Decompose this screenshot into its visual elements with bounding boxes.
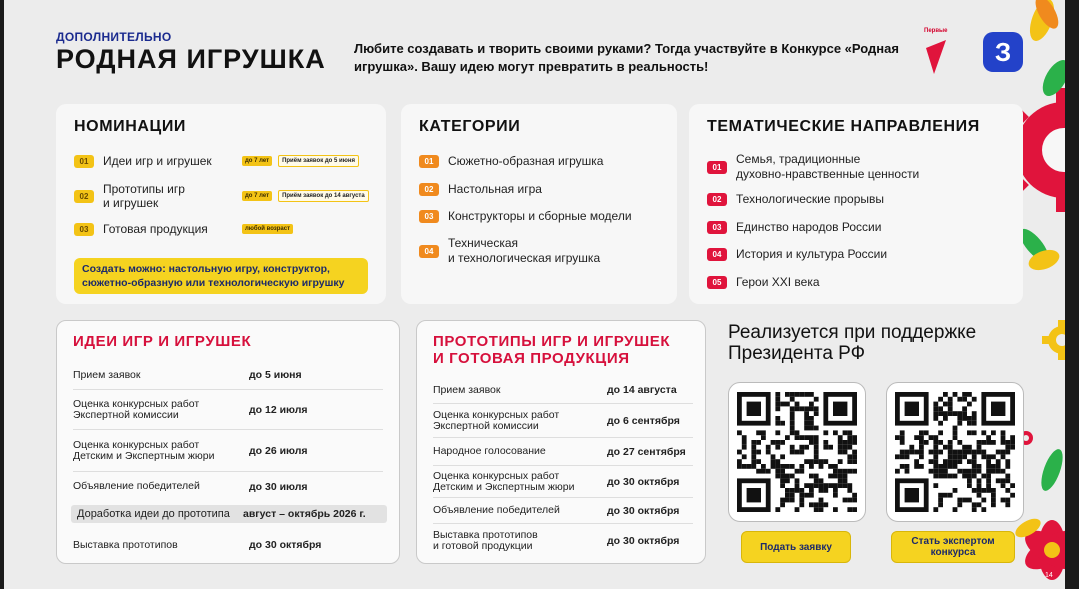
nominations-title: НОМИНАЦИИ xyxy=(74,118,187,135)
timeline-step xyxy=(433,530,538,552)
timeline-prototypes-card xyxy=(416,320,706,564)
nomination-label: Готовая продукция xyxy=(103,222,208,236)
theme-label-line: духовно-нравственные ценности xyxy=(736,167,920,181)
support-text xyxy=(728,322,976,364)
category-label: Настольная игра xyxy=(448,182,542,196)
item-number: 04 xyxy=(707,248,727,261)
theme-label: История и культура России xyxy=(736,247,888,261)
timeline-date: август – октябрь 2026 г. xyxy=(243,508,366,520)
deadline-badge: Приём заявок до 5 июня xyxy=(278,155,359,167)
theme-item xyxy=(707,275,820,289)
category-label-line: и технологическая игрушка xyxy=(448,251,601,265)
slide xyxy=(4,0,1065,589)
category-item xyxy=(419,209,632,223)
item-number: 05 xyxy=(707,276,727,289)
deadline-badge: Приём заявок до 14 августа xyxy=(278,190,369,202)
timeline-step-line: Оценка конкурсных работ xyxy=(73,397,200,410)
timeline-date: до 30 июля xyxy=(249,480,308,493)
timeline-ideas-title: ИДЕИ ИГР И ИГРУШЕК xyxy=(73,333,252,350)
button-label-line: конкурса xyxy=(930,547,976,558)
timeline-ideas-card xyxy=(56,320,400,564)
timeline-step-line: Оценка конкурсных работ xyxy=(433,408,560,421)
item-number: 02 xyxy=(707,193,727,206)
themes-title: ТЕМАТИЧЕСКИЕ НАПРАВЛЕНИЯ xyxy=(707,118,980,135)
page-number: 14 xyxy=(1045,572,1053,579)
timeline-date: до 27 сентября xyxy=(607,445,686,458)
nomination-item xyxy=(74,222,293,236)
timeline-row xyxy=(433,497,693,523)
theme-label-line: Семья, традиционные xyxy=(736,152,861,166)
nomination-label: Идеи игр и игрушек xyxy=(103,154,212,168)
theme-label: Технологические прорывы xyxy=(736,192,885,206)
timeline-row xyxy=(73,531,383,559)
timeline-step: Объявление победителей xyxy=(73,480,200,492)
support-line: Президента РФ xyxy=(728,343,866,364)
category-item xyxy=(419,154,603,168)
qr-code-apply[interactable] xyxy=(728,382,866,522)
timeline-title-line: И ГОТОВАЯ ПРОДУКЦИЯ xyxy=(433,350,630,367)
timeline-step-line: и готовой продукции xyxy=(433,539,533,552)
intro-text: Любите создавать и творить своими руками? Тогда участвуйте в Конкурсе «Родная игрушка». Вашу идею могут превратить в реальность! xyxy=(354,41,899,74)
timeline-date: до 6 сентября xyxy=(607,414,680,427)
timeline-row xyxy=(433,465,693,497)
categories-card xyxy=(401,104,677,304)
item-number: 04 xyxy=(419,245,439,258)
pervye-logo-text: Первые xyxy=(924,28,948,34)
timeline-step-line: Экспертной комиссии xyxy=(73,408,179,421)
timeline-step-line: Детским и Экспертным жюри xyxy=(73,449,215,462)
timeline-row xyxy=(73,361,383,389)
nomination-item xyxy=(74,182,369,210)
timeline-date: до 12 июля xyxy=(249,403,308,416)
timeline-date: до 5 июня xyxy=(249,369,302,381)
timeline-date: до 30 октября xyxy=(607,504,680,517)
timeline-step xyxy=(73,440,214,462)
theme-label: Герои XXI века xyxy=(736,275,820,289)
button-label-line: Стать экспертом xyxy=(911,536,995,547)
item-number: 03 xyxy=(707,221,727,234)
timeline-step: Выставка прототипов xyxy=(73,538,178,551)
item-number: 01 xyxy=(707,161,727,174)
timeline-row-highlight xyxy=(71,505,387,523)
timeline-step: Народное голосование xyxy=(433,445,546,457)
item-number: 01 xyxy=(419,155,439,168)
item-number: 02 xyxy=(74,190,94,203)
timeline-row xyxy=(73,471,383,501)
pervye-logo-icon xyxy=(920,28,950,76)
category-item xyxy=(419,236,600,266)
timeline-date: до 30 октября xyxy=(607,475,680,488)
timeline-title-line: ПРОТОТИПЫ ИГР И ИГРУШЕК xyxy=(433,333,671,350)
qr-code-expert[interactable] xyxy=(886,382,1024,522)
timeline-step-line: Оценка конкурсных работ xyxy=(433,469,560,482)
theme-label: Единство народов России xyxy=(736,220,882,234)
theme-item xyxy=(707,247,887,261)
timeline-prototypes-title xyxy=(433,333,670,367)
timeline-date: до 14 августа xyxy=(607,384,677,396)
timeline-row xyxy=(73,389,383,429)
timeline-step-line: Детским и Экспертным жюри xyxy=(433,480,575,493)
age-badge: любой возраст xyxy=(242,224,293,234)
kicker: ДОПОЛНИТЕЛЬНО xyxy=(56,30,172,44)
apply-button[interactable]: Подать заявку xyxy=(741,531,851,563)
timeline-step-line: Выставка прототипов xyxy=(433,528,538,541)
theme-item xyxy=(707,220,881,234)
timeline-row xyxy=(433,377,693,403)
timeline-row xyxy=(433,523,693,557)
timeline-step-line: Оценка конкурсных работ xyxy=(73,438,200,451)
timeline-step: Прием заявок xyxy=(73,368,141,381)
nomination-label-line: и игрушек xyxy=(103,196,159,210)
theme-item xyxy=(707,192,884,206)
timeline-date: до 30 октября xyxy=(249,539,322,551)
themes-card xyxy=(689,104,1023,304)
timeline-step-line: Экспертной комиссии xyxy=(433,419,539,432)
category-label-line: Техническая xyxy=(448,236,519,250)
theme-label xyxy=(736,152,919,182)
theme-item xyxy=(707,152,919,182)
z-logo-icon: З xyxy=(983,32,1023,72)
item-number: 02 xyxy=(419,183,439,196)
nomination-label xyxy=(103,182,236,210)
page-title: РОДНАЯ ИГРУШКА xyxy=(56,44,326,74)
timeline-date: до 26 июля xyxy=(249,444,308,457)
timeline-row xyxy=(433,403,693,437)
category-label: Сюжетно-образная игрушка xyxy=(448,154,604,168)
qr-code-icon xyxy=(895,392,1015,512)
nomination-item xyxy=(74,154,359,168)
timeline-step: Прием заявок xyxy=(433,383,501,396)
qr-code-icon xyxy=(737,392,857,512)
nominations-card xyxy=(56,104,386,304)
timeline-step xyxy=(433,471,574,493)
timeline-date: до 30 октября xyxy=(607,534,680,547)
support-line: Реализуется при поддержке xyxy=(728,322,977,343)
timeline-step xyxy=(433,410,559,432)
become-expert-button[interactable] xyxy=(891,531,1015,563)
age-badge: до 7 лет xyxy=(242,191,272,201)
timeline-step: Доработка идеи до прототипа xyxy=(77,507,230,520)
timeline-step xyxy=(73,399,199,421)
category-item xyxy=(419,182,542,196)
age-badge: до 7 лет xyxy=(242,156,272,166)
timeline-row xyxy=(433,437,693,465)
timeline-step: Объявление победителей xyxy=(433,504,560,516)
category-label: Конструкторы и сборные модели xyxy=(448,209,632,223)
category-label xyxy=(448,236,600,266)
timeline-row xyxy=(73,429,383,471)
item-number: 03 xyxy=(74,223,94,236)
note-box: Создать можно: настольную игру, конструктор, сюжетно-образную или технологическую игрушку xyxy=(74,258,368,294)
item-number: 01 xyxy=(74,155,94,168)
categories-title: КАТЕГОРИИ xyxy=(419,118,521,135)
item-number: 03 xyxy=(419,210,439,223)
nomination-label-line: Прототипы игр xyxy=(103,182,185,196)
